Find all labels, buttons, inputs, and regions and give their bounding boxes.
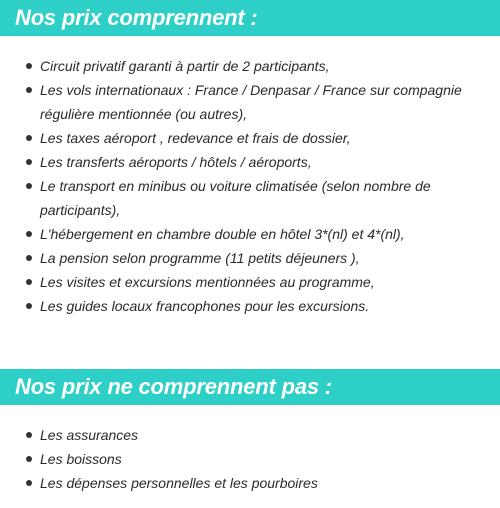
excluded-title: Nos prix ne comprennent pas : [15, 374, 332, 399]
list-item-text: Les taxes aéroport , redevance et frais de dossier, [40, 130, 351, 146]
list-item [0, 54, 500, 78]
list-item-text: Les transferts aéroports / hôtels / aéroports, [40, 154, 312, 170]
list-item-text: La pension selon programme (11 petits déjeuners ), [40, 250, 360, 266]
list-item-text: L'hébergement en chambre double en hôtel 3*(nl) et 4*(nl), [40, 226, 405, 242]
bullet-icon [26, 255, 32, 261]
list-item-text: Circuit privatif garanti à partir de 2 participants, [40, 58, 330, 74]
bullet-icon [26, 159, 32, 165]
list-item-text: Les visites et excursions mentionnées au programme, [40, 274, 375, 290]
list-item-text: Le transport en minibus ou voiture climatisée (selon nombre de participants), [40, 178, 431, 218]
list-item-text: Les dépenses personnelles et les pourboires [40, 475, 318, 491]
included-list [0, 54, 500, 318]
excluded-list [0, 423, 500, 495]
bullet-icon [26, 63, 32, 69]
included-title: Nos prix comprennent : [15, 5, 258, 30]
excluded-header [0, 369, 500, 405]
list-item-text: Les vols internationaux : France / Denpasar / France sur compagnie régulière mentionnée (ou autres), [40, 82, 462, 122]
bullet-icon [26, 183, 32, 189]
bullet-icon [26, 456, 32, 462]
list-item [0, 447, 500, 471]
list-item [0, 294, 500, 318]
bullet-icon [26, 135, 32, 141]
list-item [0, 222, 500, 246]
list-item-text: Les assurances [40, 427, 139, 443]
list-item [0, 150, 500, 174]
bullet-icon [26, 303, 32, 309]
list-item [0, 246, 500, 270]
bullet-icon [26, 432, 32, 438]
list-item [0, 270, 500, 294]
bullet-icon [26, 231, 32, 237]
list-item [0, 78, 500, 126]
list-item-text: Les boissons [40, 451, 122, 467]
bullet-icon [26, 480, 32, 486]
included-header [0, 0, 500, 36]
list-item-text: Les guides locaux francophones pour les excursions. [40, 298, 370, 314]
list-item [0, 423, 500, 447]
list-item [0, 174, 500, 222]
list-item [0, 126, 500, 150]
bullet-icon [26, 279, 32, 285]
bullet-icon [26, 87, 32, 93]
list-item [0, 471, 500, 495]
